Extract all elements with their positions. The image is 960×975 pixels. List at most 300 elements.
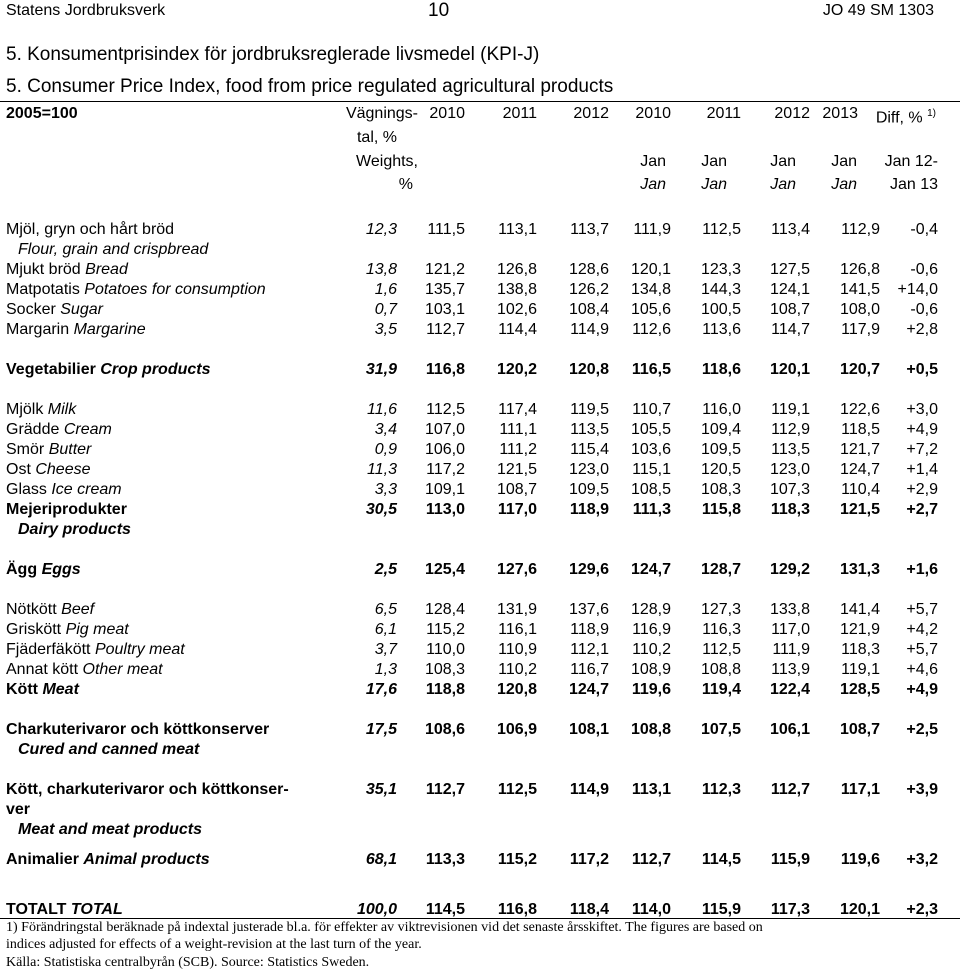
index-cell: 113,5 [771,441,810,458]
col-jan-2010: 2010 [635,105,671,122]
row-label-sv: Vegetabilier [6,361,96,378]
index-cell: 120,2 [496,361,537,378]
index-cell: 111,9 [772,641,810,658]
table-row [0,460,960,480]
weight-cell: 0,7 [374,301,397,318]
index-cell: 118,4 [569,901,609,918]
row-label-sv: Kött [6,681,38,698]
diff-cell: +1,6 [906,561,938,578]
index-cell: 108,5 [630,481,671,498]
weight-cell: 6,1 [374,621,397,638]
col-jan-2010-sub-sv: Jan [640,153,666,170]
index-cell: 112,7 [425,781,465,798]
index-cell: 116,8 [497,901,537,918]
index-cell: 134,8 [630,281,671,298]
index-cell: 129,6 [568,561,609,578]
index-cell: 128,7 [700,561,741,578]
index-cell: 111,9 [633,221,671,238]
index-cell: 115,1 [632,461,671,478]
index-cell: 110,9 [498,641,537,658]
col-jan-2011: 2011 [706,105,741,122]
index-cell: 120,8 [496,681,537,698]
row-label [6,600,94,620]
weight-cell: 13,8 [365,261,397,278]
index-cell: 113,9 [771,661,810,678]
col-jan-2011-sub-en [701,175,727,195]
index-cell: 110,2 [498,661,537,678]
index-cell: 110,7 [632,401,671,418]
index-cell: 113,7 [570,221,609,238]
table-row [0,300,960,320]
row-label-sv: Matpotatis [6,281,80,298]
index-cell: 123,0 [769,461,810,478]
index-cell: 108,3 [424,661,465,678]
index-cell: 114,9 [570,321,609,338]
index-cell: 116,0 [702,401,741,418]
index-cell: 118,9 [569,501,609,518]
diff-cell: -0,6 [910,301,938,318]
row-label [6,640,185,660]
index-cell: 122,4 [769,681,810,698]
row-label-en: Butter [48,441,92,458]
row-label-en: Milk [47,401,77,418]
weight-cell: 1,3 [374,661,397,678]
index-cell: 115,9 [770,851,810,868]
index-cell: 108,7 [496,481,537,498]
diff-cell: +4,9 [906,421,938,438]
index-cell: 137,6 [568,601,609,618]
table-row [0,500,960,538]
source-note: Källa: Statistiska centralbyrån (SCB). Source: Statistics Sweden. [6,955,370,970]
page-number: 10 [428,0,450,21]
row-label [6,900,123,920]
row-label-sv: Margarin [6,321,70,338]
index-cell: 116,8 [425,361,465,378]
col-diff-sub-2: Jan 13 [889,176,938,193]
base-year-label: 2005=100 [6,105,78,122]
index-cell: 126,8 [839,261,880,278]
row-label [6,360,211,380]
row-label-en: Sugar [60,301,103,318]
diff-cell: +0,5 [906,361,938,378]
index-cell: 114,5 [425,901,465,918]
index-cell: 117,2 [426,461,465,478]
index-cell: 117,1 [840,781,880,798]
index-cell: 100,5 [700,301,741,318]
col-jan-2012: 2012 [774,105,810,122]
table-row [0,620,960,640]
weights-header-sv-1: Vägnings- [345,105,418,122]
weight-cell: 1,6 [374,281,397,298]
diff-cell: +4,6 [906,661,938,678]
diff-cell: +1,4 [906,461,938,478]
index-cell: 121,5 [496,461,537,478]
index-cell: 112,5 [426,401,465,418]
row-label-en: Eggs [41,561,81,578]
col-diff-label: Diff, % [875,109,923,127]
index-cell: 126,2 [568,281,609,298]
row-label [6,680,79,700]
row-label-en: TOTAL [70,901,123,918]
row-label-en: Pig meat [65,621,129,638]
index-cell: 127,6 [496,561,537,578]
row-label-sv: Kött, charkuterivaror och köttkonser- [6,781,289,798]
index-cell: 102,6 [496,301,537,318]
diff-cell: -0,6 [910,261,938,278]
row-label-en: Cream [63,421,112,438]
index-cell: 120,7 [839,361,880,378]
index-cell: 110,0 [426,641,465,658]
index-cell: 123,3 [700,261,741,278]
col-jan-2012-sub-en [770,175,796,195]
diff-cell: +2,8 [906,321,938,338]
index-cell: 114,5 [701,851,741,868]
table-row [0,440,960,460]
index-cell: 118,5 [841,421,880,438]
index-cell: 114,9 [569,781,609,798]
table-row [0,900,960,920]
index-cell: 108,7 [769,301,810,318]
index-cell: 124,7 [630,561,671,578]
row-label-sv: Smör [6,441,45,458]
row-label [6,460,91,480]
index-cell: 116,7 [570,661,609,678]
index-cell: 117,0 [771,621,810,638]
row-label-sv: TOTALT [6,901,67,918]
index-cell: 109,4 [700,421,741,438]
index-cell: 108,8 [630,721,671,738]
row-label [6,260,128,280]
row-label-en-sub: Dairy products [18,521,131,538]
index-cell: 112,5 [497,781,537,798]
index-cell: 141,5 [839,281,880,298]
row-label-sv: Ost [6,461,31,478]
index-cell: 119,1 [771,401,810,418]
table-row [0,680,960,700]
index-cell: 120,1 [630,261,671,278]
row-label-sv: Mejeriprodukter [6,501,127,518]
index-cell: 108,9 [630,661,671,678]
index-cell: 122,6 [839,401,880,418]
index-cell: 124,7 [839,461,880,478]
index-cell: 118,3 [841,641,880,658]
index-cell: 112,9 [841,221,880,238]
index-cell: 109,1 [424,481,465,498]
index-cell: 111,3 [632,501,671,518]
diff-cell: +5,7 [906,641,938,658]
index-cell: 120,1 [839,901,880,918]
weight-cell: 17,6 [365,681,397,698]
index-cell: 112,7 [770,781,810,798]
table-row [0,360,960,380]
row-label-sv: Grädde [6,421,60,438]
table-row [0,780,960,838]
index-cell: 114,7 [771,321,810,338]
index-cell: 111,5 [427,221,465,238]
weight-cell: 17,5 [365,721,397,738]
index-cell: 125,4 [424,561,465,578]
weight-cell: 6,5 [374,601,397,618]
row-label [6,720,269,740]
row-label-en: Ice cream [51,481,122,498]
weight-cell: 11,3 [367,461,397,478]
row-label-en: Beef [61,601,95,618]
index-cell: 112,6 [632,321,671,338]
weight-cell: 3,7 [374,641,397,658]
index-cell: 115,2 [497,851,537,868]
index-cell: 112,7 [426,321,465,338]
index-cell: 128,4 [424,601,465,618]
diff-cell: +2,9 [906,481,938,498]
diff-cell: +3,9 [906,781,938,798]
row-label-en: Poultry meat [94,641,185,658]
index-cell: 121,9 [839,621,880,638]
col-year-2011: 2011 [502,105,537,122]
index-cell: 115,8 [701,501,741,518]
index-cell: 128,5 [839,681,880,698]
index-cell: 118,9 [570,621,609,638]
col-jan-2013-sub-sv: Jan [831,153,857,170]
table-row [0,220,960,258]
row-label-en-sub: Meat and meat products [18,821,203,838]
row-label [6,780,289,820]
diff-cell: -0,4 [910,221,938,238]
weight-cell: 3,3 [374,481,397,498]
index-cell: 112,9 [771,421,810,438]
index-cell: 118,3 [770,501,810,518]
row-label [6,400,76,420]
index-cell: 119,6 [631,681,671,698]
row-label [6,560,81,580]
table-row [0,640,960,660]
row-label-sv: Mjukt bröd [6,261,81,278]
index-cell: 103,6 [630,441,671,458]
row-label-en-sub: Cured and canned meat [18,741,200,758]
index-cell: 106,1 [769,721,810,738]
col-jan-2013-sub-en [831,175,857,195]
index-cell: 106,9 [496,721,537,738]
table-row [0,720,960,758]
index-cell: 109,5 [568,481,609,498]
row-label-sv: Mjölk [6,401,44,418]
row-label-en: Animal products [83,851,210,868]
row-label-sv: Ägg [6,561,38,578]
row-label-sv: Charkuterivaror och köttkonserver [6,721,270,738]
index-cell: 120,5 [700,461,741,478]
col-diff [876,104,936,128]
col-jan-2013: 2013 [822,105,858,122]
index-cell: 111,1 [499,421,537,438]
index-cell: 119,4 [701,681,741,698]
index-cell: 109,5 [700,441,741,458]
row-label-en: Bread [85,261,128,278]
index-cell: 118,8 [425,681,465,698]
diff-cell: +4,2 [906,621,938,638]
col-jan-2011-sub-sv: Jan [701,153,727,170]
page-header-org: Statens Jordbruksverk [6,2,166,19]
row-label-sv: Annat kött [6,661,79,678]
weight-cell: 2,5 [374,561,397,578]
index-cell: 107,5 [700,721,741,738]
index-cell: 133,8 [769,601,810,618]
row-label [6,480,122,500]
diff-cell: +14,0 [897,281,938,298]
table-row [0,600,960,620]
index-cell: 108,1 [568,721,609,738]
index-cell: 123,0 [568,461,609,478]
col-diff-footnote-ref: 1) [927,108,936,119]
row-label [6,660,163,680]
index-cell: 108,6 [424,721,465,738]
index-cell: 113,6 [702,321,741,338]
index-cell: 113,5 [570,421,609,438]
row-label [6,500,127,520]
table-row [0,660,960,680]
col-jan-2012-sub-sv: Jan [770,153,796,170]
index-cell: 131,3 [839,561,880,578]
row-label [6,300,103,320]
table-title-english: 5. Consumer Price Index, food from price regulated agricultural products [6,76,614,97]
index-cell: 112,1 [570,641,609,658]
weight-cell: 3,5 [374,321,397,338]
weight-cell: 30,5 [365,501,397,518]
index-cell: 113,3 [425,851,465,868]
index-cell: 113,4 [771,221,810,238]
diff-cell: +3,0 [906,401,938,418]
row-label [6,440,91,460]
col-year-2012: 2012 [573,105,609,122]
page-header-ref: JO 49 SM 1303 [822,2,934,19]
row-label-en: Margarine [73,321,146,338]
index-cell: 112,5 [702,221,741,238]
weights-header-sv-2: tal, % [356,129,397,146]
row-label [6,320,146,340]
index-cell: 113,0 [425,501,465,518]
row-label-en: Meat [42,681,79,698]
weights-header-en-2: % [398,176,413,193]
index-cell: 107,3 [769,481,810,498]
index-cell: 107,0 [424,421,465,438]
row-label-en-sub: Flour, grain and crispbread [18,241,209,258]
index-cell: 112,7 [631,851,671,868]
index-cell: 117,4 [498,401,537,418]
weights-header-en-1: Weights, [356,153,418,170]
weight-cell: 31,9 [365,361,397,378]
row-label [6,420,112,440]
weight-cell: 3,4 [374,421,397,438]
row-label-sv: Nötkött [6,601,57,618]
footnote-1: 1) Förändringstal beräknade på indextal justerade bl.a. för effekter av viktrevisionen vid det senaste årsskiftet. The figures are based on [6,920,763,935]
row-label-sv: Glass [6,481,47,498]
index-cell: 126,8 [496,261,537,278]
col-diff-sub-1: Jan 12- [884,153,938,170]
index-cell: 105,6 [630,301,671,318]
index-cell: 116,5 [631,361,671,378]
index-cell: 116,1 [498,621,537,638]
index-cell: 108,4 [568,301,609,318]
col-jan-2013-sub-en-text: Jan [831,176,857,193]
index-cell: 119,6 [840,851,880,868]
index-cell: 115,9 [701,901,741,918]
table-row [0,480,960,500]
row-label-sv: Mjöl, gryn och hårt bröd [6,221,175,238]
index-cell: 108,3 [700,481,741,498]
table-row [0,260,960,280]
weight-cell: 11,6 [367,401,397,418]
index-cell: 105,5 [630,421,671,438]
col-jan-2011-sub-en-text: Jan [701,176,727,193]
index-cell: 127,3 [700,601,741,618]
index-cell: 115,2 [426,621,465,638]
diff-cell: +3,2 [906,851,938,868]
footnote-2: indices adjusted for effects of a weight-revision at the last turn of the year. [6,937,422,952]
diff-cell: +2,7 [906,501,938,518]
index-cell: 117,2 [569,851,609,868]
row-label [6,620,129,640]
row-label-en: Other meat [82,661,163,678]
row-label [6,850,210,870]
index-cell: 121,2 [424,261,465,278]
table-row [0,320,960,340]
table-row [0,850,960,870]
index-cell: 124,1 [769,281,810,298]
row-label-sv-cont: ver [6,801,31,818]
index-cell: 117,3 [770,901,810,918]
weight-cell: 35,1 [365,781,397,798]
weight-cell: 0,9 [374,441,397,458]
footer-rule [0,918,960,919]
index-cell: 121,7 [839,441,880,458]
table-row [0,280,960,300]
table-row [0,400,960,420]
diff-cell: +5,7 [906,601,938,618]
index-cell: 118,6 [701,361,741,378]
table-row [0,420,960,440]
index-cell: 113,1 [631,781,671,798]
diff-cell: +2,3 [906,901,938,918]
index-cell: 108,7 [839,721,880,738]
index-cell: 120,1 [769,361,810,378]
diff-cell: +4,9 [906,681,938,698]
index-cell: 124,7 [568,681,609,698]
row-label-sv: Socker [6,301,56,318]
weight-cell: 12,3 [365,221,397,238]
index-cell: 103,1 [424,301,465,318]
col-jan-2010-sub-en-text: Jan [640,176,666,193]
index-cell: 114,0 [631,901,671,918]
index-cell: 112,5 [702,641,741,658]
index-cell: 119,5 [570,401,609,418]
index-cell: 108,8 [700,661,741,678]
header-rule [0,101,960,102]
table-row [0,560,960,580]
table-title-swedish: 5. Konsumentprisindex för jordbruksreglerade livsmedel (KPI-J) [6,44,540,65]
index-cell: 110,4 [841,481,880,498]
diff-cell: +7,2 [906,441,938,458]
col-jan-2012-sub-en-text: Jan [770,176,796,193]
index-cell: 117,0 [497,501,537,518]
index-cell: 110,2 [632,641,671,658]
index-cell: 128,6 [568,261,609,278]
index-cell: 131,9 [496,601,537,618]
index-cell: 141,4 [839,601,880,618]
row-label-en: Potatoes for consumption [84,281,266,298]
col-year-2010: 2010 [429,105,465,122]
index-cell: 128,9 [630,601,671,618]
index-cell: 108,0 [839,301,880,318]
index-cell: 106,0 [424,441,465,458]
index-cell: 129,2 [769,561,810,578]
